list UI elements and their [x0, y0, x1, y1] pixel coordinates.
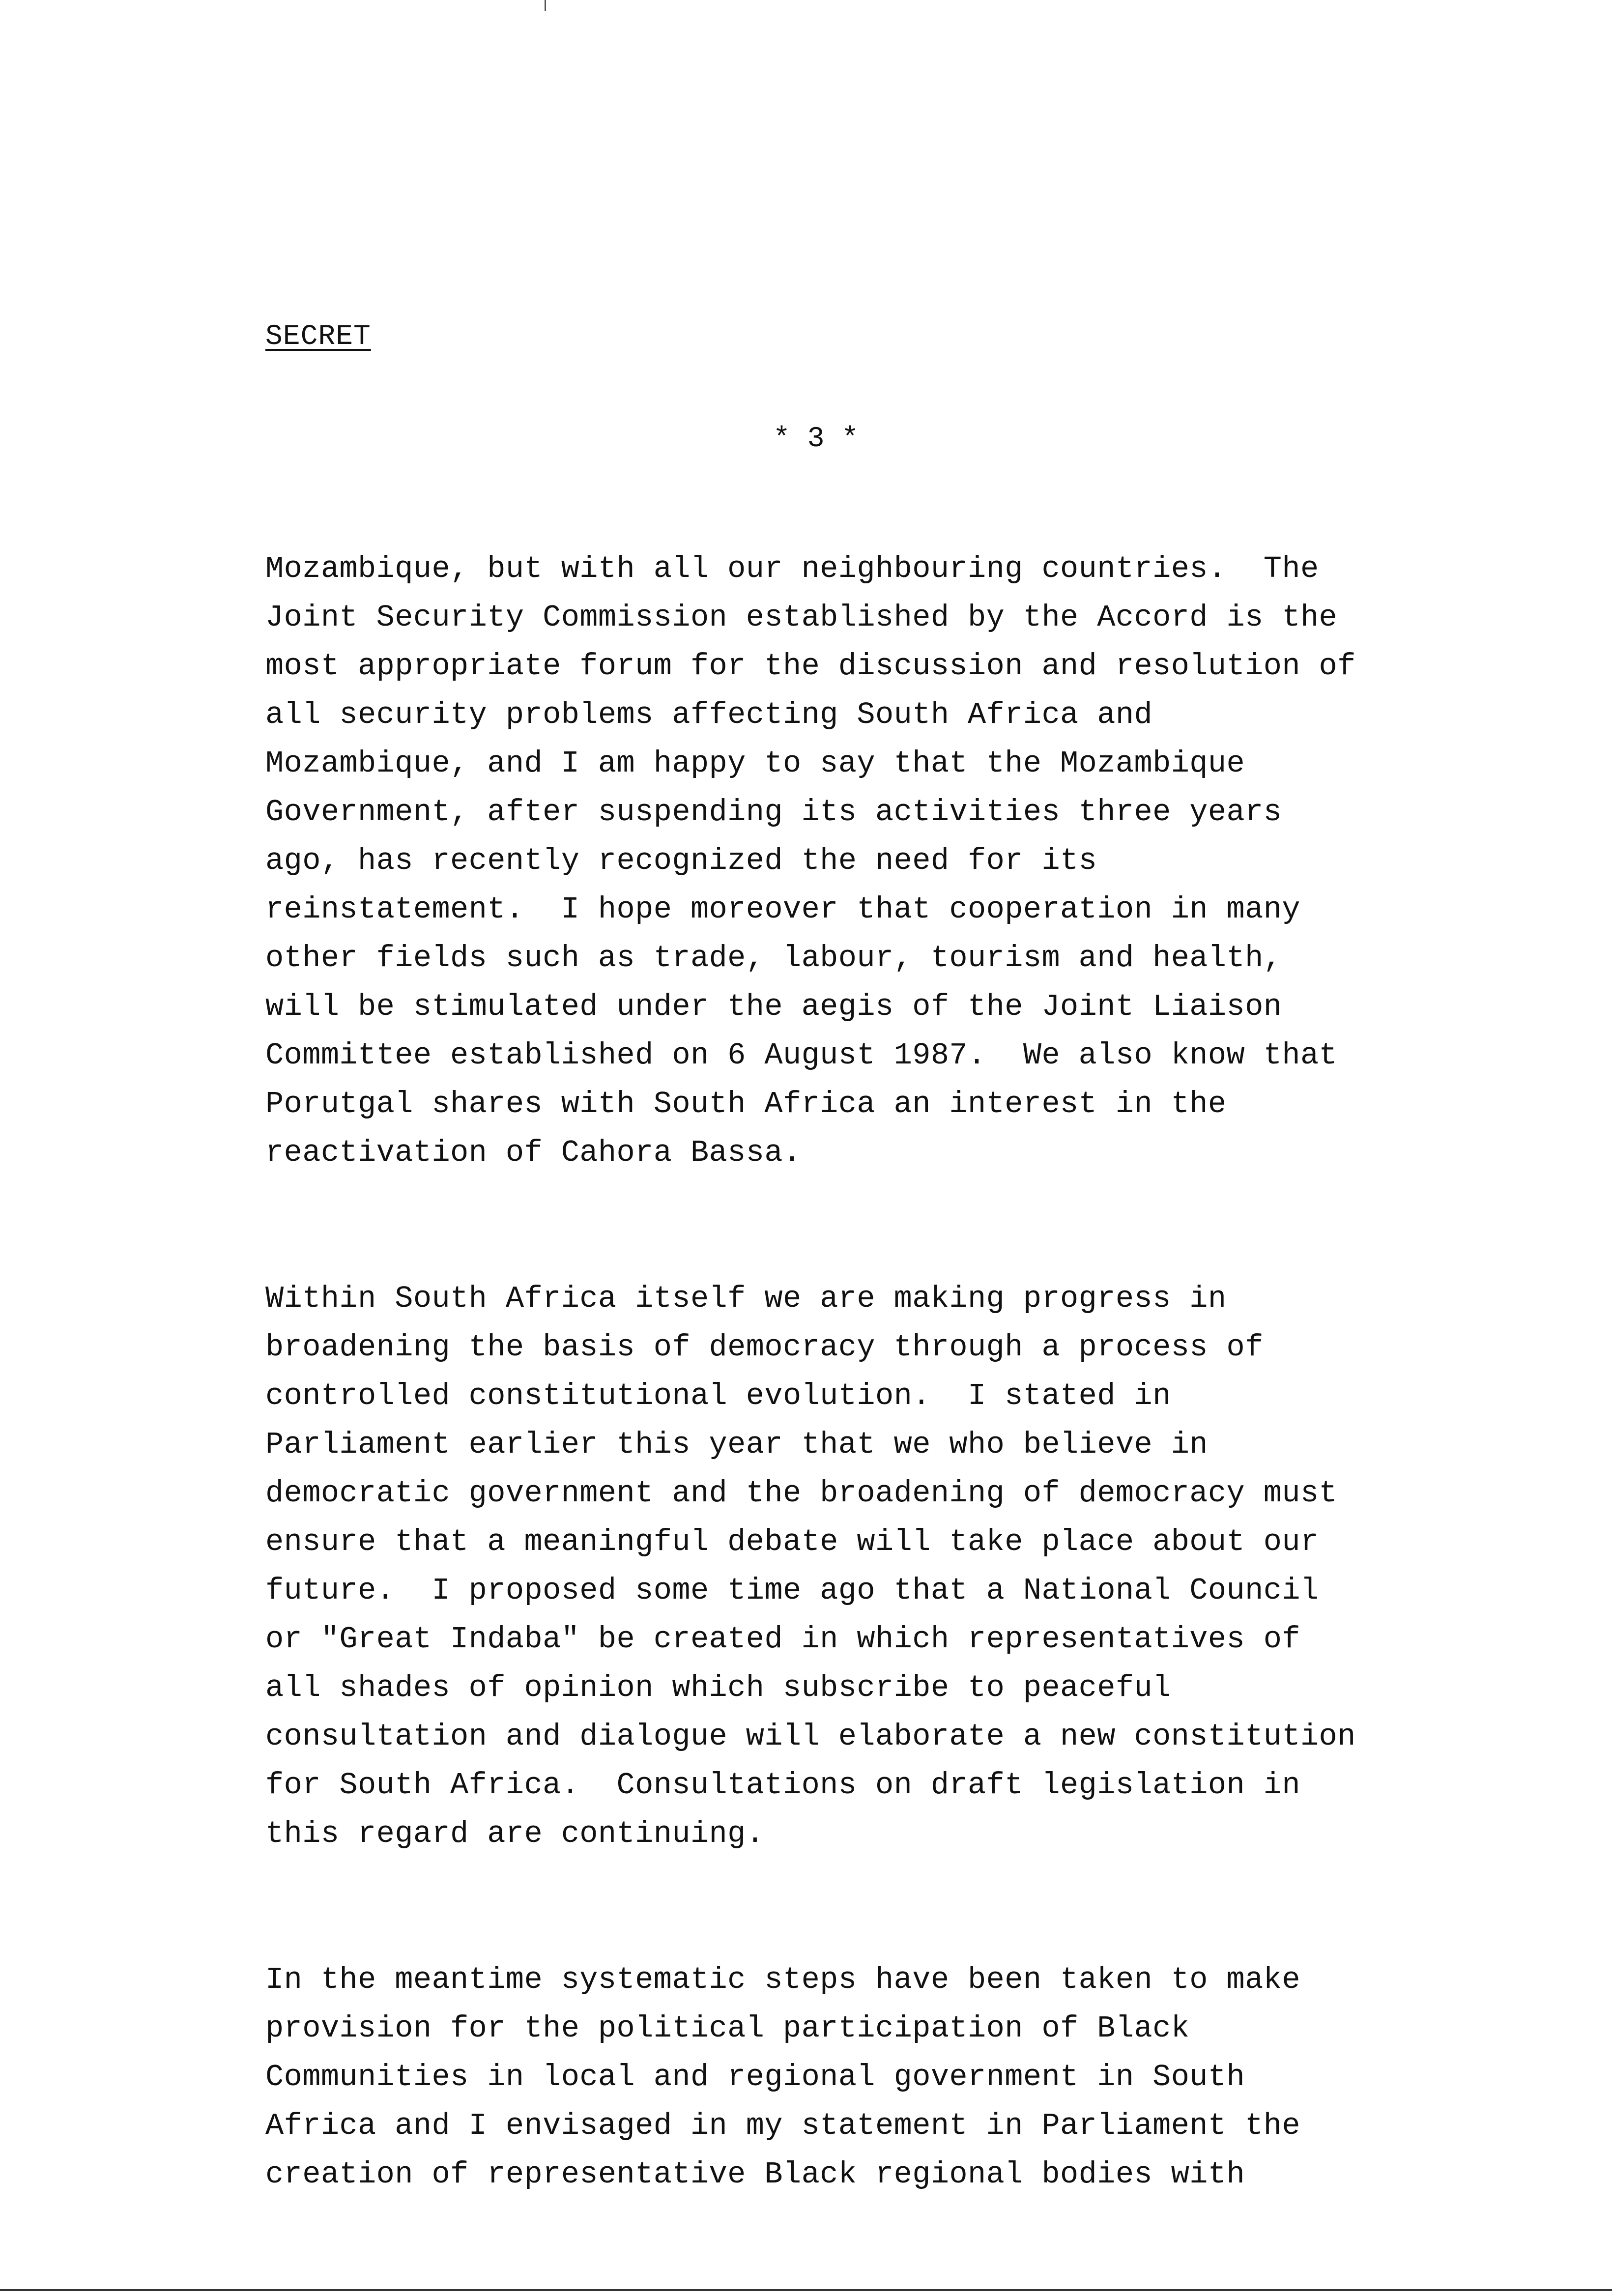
text-line: ensure that a meaningful debate will take place about our	[265, 1524, 1319, 1559]
text-line: most appropriate forum for the discussion and resolution of	[265, 649, 1356, 684]
text-line: future. I proposed some time ago that a National Council	[265, 1573, 1319, 1608]
text-line: provision for the political participation of Black	[265, 2011, 1190, 2046]
text-line: In the meantime systematic steps have been taken to make	[265, 1962, 1300, 1997]
text-line: Government, after suspending its activities three years	[265, 795, 1282, 830]
classification-label: SECRET	[265, 321, 371, 353]
text-line: Parliament earlier this year that we who believe in	[265, 1427, 1208, 1462]
text-line: Mozambique, and I am happy to say that the Mozambique	[265, 746, 1245, 781]
text-line: Committee established on 6 August 1987. We also know that	[265, 1038, 1338, 1073]
text-line: other fields such as trade, labour, tourism and health,	[265, 941, 1282, 976]
document-body	[265, 545, 1455, 2296]
paragraph	[265, 1955, 1455, 2199]
text-line: for South Africa. Consultations on draft legislation in	[265, 1768, 1300, 1803]
text-line: reinstatement. I hope moreover that cooperation in many	[265, 892, 1300, 927]
text-line: broadening the basis of democracy through a process of	[265, 1330, 1264, 1365]
text-line: Africa and I envisaged in my statement in Parliament the	[265, 2108, 1300, 2143]
text-line: ago, has recently recognized the need for its	[265, 843, 1097, 878]
text-line: Mozambique, but with all our neighbouring countries. The	[265, 551, 1319, 586]
text-line: all security problems affecting South Africa and	[265, 697, 1153, 732]
text-line: consultation and dialogue will elaborate a new constitution	[265, 1719, 1356, 1754]
page-edge-line	[0, 2289, 1612, 2291]
text-line: controlled constitutional evolution. I stated in	[265, 1378, 1171, 1413]
text-line: or "Great Indaba" be created in which representatives of	[265, 1622, 1300, 1657]
scan-mark	[545, 0, 546, 11]
text-line: creation of representative Black regional bodies with	[265, 2157, 1245, 2192]
text-line: Porutgal shares with South Africa an interest in the	[265, 1087, 1227, 1121]
text-line: Joint Security Commission established by the Accord is the	[265, 600, 1338, 635]
page-number: * 3 *	[773, 423, 859, 455]
paragraph	[265, 1274, 1455, 1858]
text-line: reactivation of Cahora Bassa.	[265, 1135, 802, 1170]
text-line: democratic government and the broadening of democracy must	[265, 1476, 1338, 1511]
paragraph	[265, 545, 1455, 1177]
text-line: this regard are continuing.	[265, 1816, 765, 1851]
text-line: Within South Africa itself we are making progress in	[265, 1281, 1227, 1316]
text-line: will be stimulated under the aegis of the Joint Liaison	[265, 989, 1282, 1024]
text-line: all shades of opinion which subscribe to peaceful	[265, 1670, 1171, 1705]
text-line: Communities in local and regional government in South	[265, 2060, 1245, 2095]
